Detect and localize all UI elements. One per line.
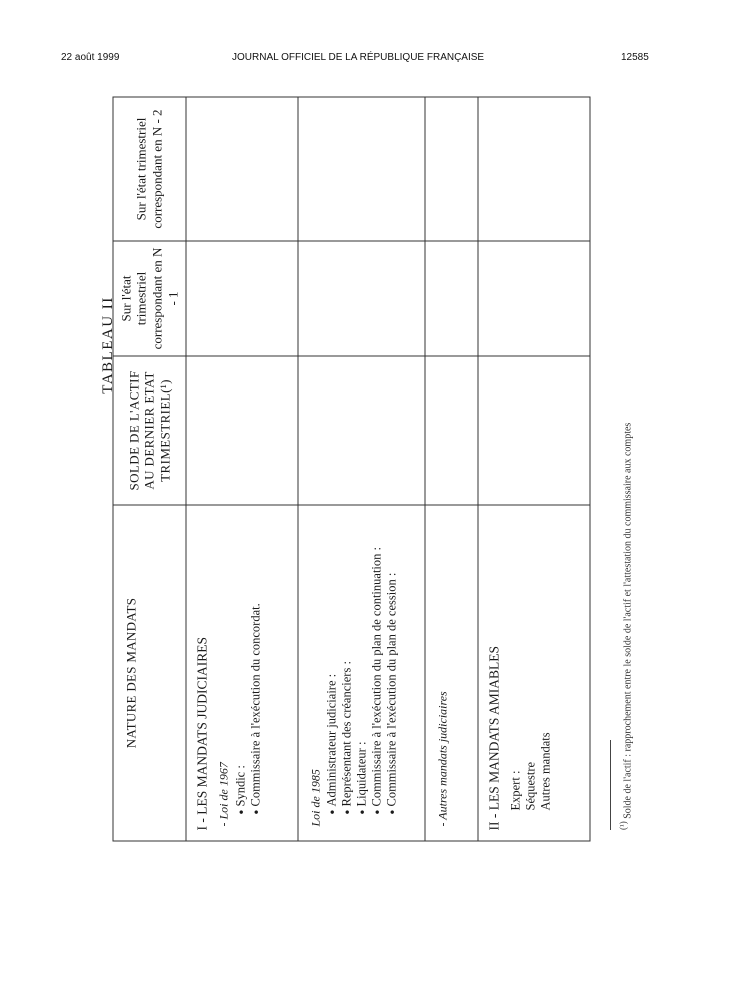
table-cell — [186, 97, 298, 241]
bullet-icon — [233, 807, 241, 815]
list-item: ● Liquidateur : — [355, 512, 370, 815]
table-cell — [425, 241, 478, 356]
list-item: Expert : — [508, 770, 523, 811]
header-nature: NATURE DES MANDATS — [113, 505, 186, 841]
table-row — [298, 97, 425, 841]
list-item: ● Syndic : — [233, 512, 248, 815]
header-journal-title: JOURNAL OFFICIEL DE LA RÉPUBLIQUE FRANÇAISE — [232, 52, 485, 63]
list-item: ● Représentant des créanciers : — [340, 512, 355, 815]
table-title: TABLEAU II — [100, 296, 116, 394]
table-cell — [425, 356, 478, 505]
section-amiables — [478, 505, 590, 841]
header-solde: SOLDE DE L'ACTIF AU DERNIER ETAT TRIMESTRIEL(¹) — [113, 356, 186, 505]
footnote-rule — [610, 740, 611, 830]
table-header-row — [113, 97, 186, 841]
table-cell — [478, 241, 590, 356]
law-label: - Loi de 1967 — [216, 762, 231, 827]
list-item: ● Commissaire à l'exécution du concordat. — [248, 512, 263, 815]
table-cell — [478, 97, 590, 241]
bullet-icon — [248, 807, 256, 815]
law-label: Loi de 1985 — [308, 769, 323, 827]
bullet-icon — [385, 807, 393, 815]
bullet-icon — [370, 807, 378, 815]
header-date: 22 août 1999 — [61, 52, 120, 63]
list-item: ● Administrateur judiciaire : — [325, 512, 340, 815]
table-row — [425, 97, 478, 841]
bullet-icon — [325, 807, 333, 815]
footnote-mark: (¹) — [618, 821, 628, 830]
section-judiciaires-1967 — [186, 505, 298, 841]
rotated-table-wrapper — [113, 98, 590, 842]
header-n2: Sur l'état trimestriel correspondant en N - 2 — [113, 97, 186, 241]
section-judiciaires-1985 — [298, 505, 425, 841]
footnote — [610, 410, 640, 830]
table-cell — [298, 97, 425, 241]
table-cell — [478, 356, 590, 505]
law-label: - Autres mandats judiciaires — [435, 691, 450, 827]
mandats-table — [113, 97, 591, 842]
bullet-icon — [340, 807, 348, 815]
table-cell — [298, 356, 425, 505]
list-item: Séquestre — [523, 761, 538, 811]
table-row — [186, 97, 298, 841]
list-item: ● Commissaire à l'exécution du plan de continuation : — [370, 512, 385, 815]
table-cell — [425, 97, 478, 241]
table-cell — [298, 241, 425, 356]
table-cell — [186, 241, 298, 356]
table-row — [478, 97, 590, 841]
header-page-number: 12585 — [621, 52, 649, 63]
section-title: I - LES MANDATS JUDICIAIRES — [194, 636, 210, 831]
list-item: ● Commissaire à l'exécution du plan de cession : — [385, 512, 400, 815]
bullet-icon — [355, 807, 363, 815]
table-cell — [186, 356, 298, 505]
footnote-text: (¹) Solde de l'actif : rapprochement entre le solde de l'actif et l'attestation du commissaire aux comptes — [618, 422, 634, 830]
section-title: II - LES MANDATS AMIABLES — [486, 645, 502, 831]
section-autres-judiciaires — [425, 505, 478, 841]
list-item: Autres mandats — [538, 732, 553, 811]
header-n1: Sur l'état trimestriel correspondant en N - 1 — [113, 241, 186, 356]
